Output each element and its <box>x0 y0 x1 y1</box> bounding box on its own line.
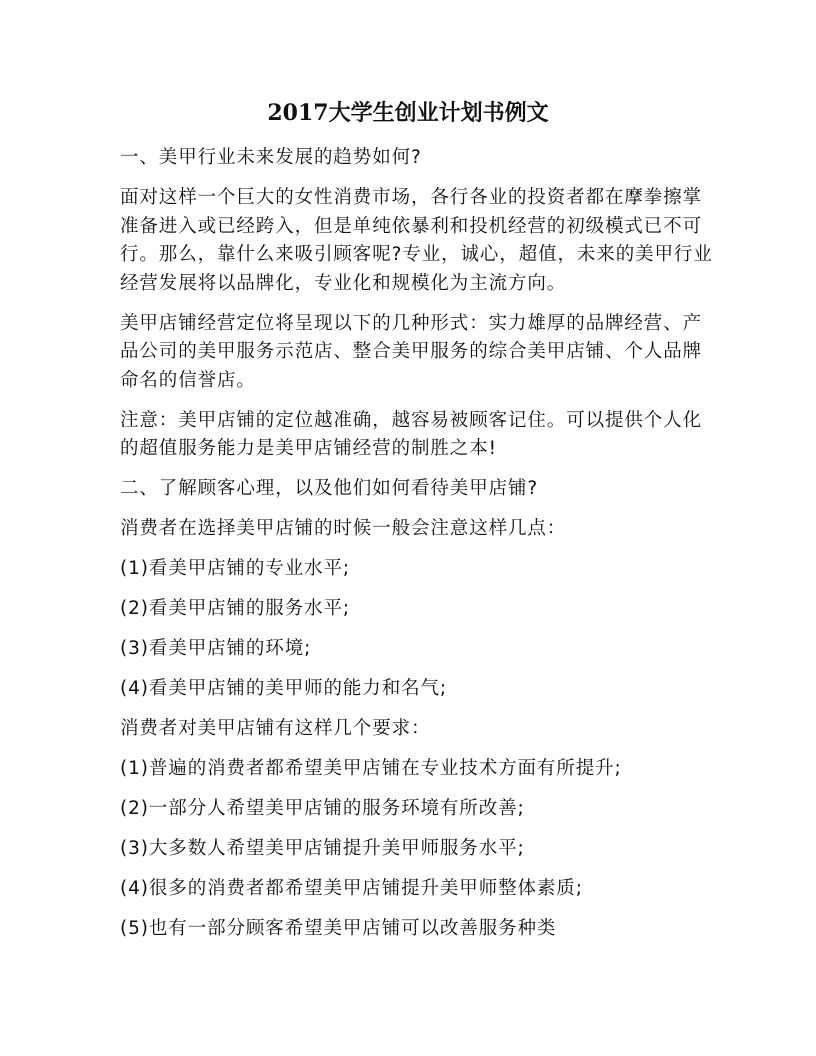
text-line: (3)看美甲店铺的环境; <box>120 638 312 659</box>
paragraph <box>120 835 710 864</box>
text-line: (1)普遍的消费者都希望美甲店铺在专业技术方面有所提升; <box>120 758 622 779</box>
paragraph <box>120 184 713 298</box>
text-line: 准备进入或已经跨入，但是单纯依暴利和投机经营的初级模式已不可 <box>120 215 703 237</box>
paragraph <box>120 515 710 544</box>
text-line: 面对这样一个巨大的女性消费市场，各行各业的投资者都在摩拳擦掌 <box>120 187 703 208</box>
paragraph <box>120 795 710 824</box>
text-line: 消费者在选择美甲店铺的时候一般会注意这样几点： <box>120 518 567 539</box>
paragraph <box>120 915 710 944</box>
text-line: 注意：美甲店铺的定位越准确，越容易被顾客记住。可以提供个人化 <box>120 409 703 431</box>
text-line: 品公司的美甲服务示范店、整合美甲服务的综合美甲店铺、个人品牌 <box>120 341 703 362</box>
text-line: (5)也有一部分顾客希望美甲店铺可以改善服务种类 <box>120 918 557 939</box>
text-line: 一、美甲行业未来发展的趋势如何? <box>120 147 422 168</box>
paragraph <box>120 875 710 904</box>
paragraph <box>120 555 710 584</box>
text-line: (4)看美甲店铺的美甲师的能力和名气; <box>120 678 448 699</box>
text-line: (3)大多数人希望美甲店铺提升美甲师服务水平; <box>120 838 525 859</box>
text-line: (1)看美甲店铺的专业水平; <box>120 558 351 579</box>
text-line: (4)很多的消费者都希望美甲店铺提升美甲师整体素质; <box>120 878 583 899</box>
paragraph <box>120 475 710 504</box>
text-line: 消费者对美甲店铺有这样几个要求： <box>120 718 431 739</box>
text-line: 美甲店铺经营定位将呈现以下的几种形式：实力雄厚的品牌经营、产 <box>120 312 703 334</box>
paragraph <box>120 635 710 664</box>
document-title: 2017大学生创业计划书例文 <box>267 100 549 126</box>
paragraph <box>120 144 710 173</box>
text-line: (2)看美甲店铺的服务水平; <box>120 598 351 619</box>
document-body <box>120 144 713 955</box>
paragraph <box>120 407 710 464</box>
paragraph <box>120 715 710 744</box>
paragraph <box>120 675 710 704</box>
paragraph <box>120 310 710 396</box>
text-line: 二、了解顾客心理，以及他们如何看待美甲店铺? <box>120 478 539 499</box>
paragraph <box>120 595 710 624</box>
paragraph <box>120 755 710 784</box>
text-line: 行。那么，靠什么来吸引顾客呢?专业，诚心，超值，未来的美甲行业 <box>120 244 713 265</box>
text-line: (2)一部分人希望美甲店铺的服务环境有所改善; <box>120 798 525 819</box>
text-line: 的超值服务能力是美甲店铺经营的制胜之本! <box>120 438 497 459</box>
text-line: 经营发展将以品牌化，专业化和规模化为主流方向。 <box>120 272 567 294</box>
text-line: 命名的信誉店。 <box>120 369 256 391</box>
